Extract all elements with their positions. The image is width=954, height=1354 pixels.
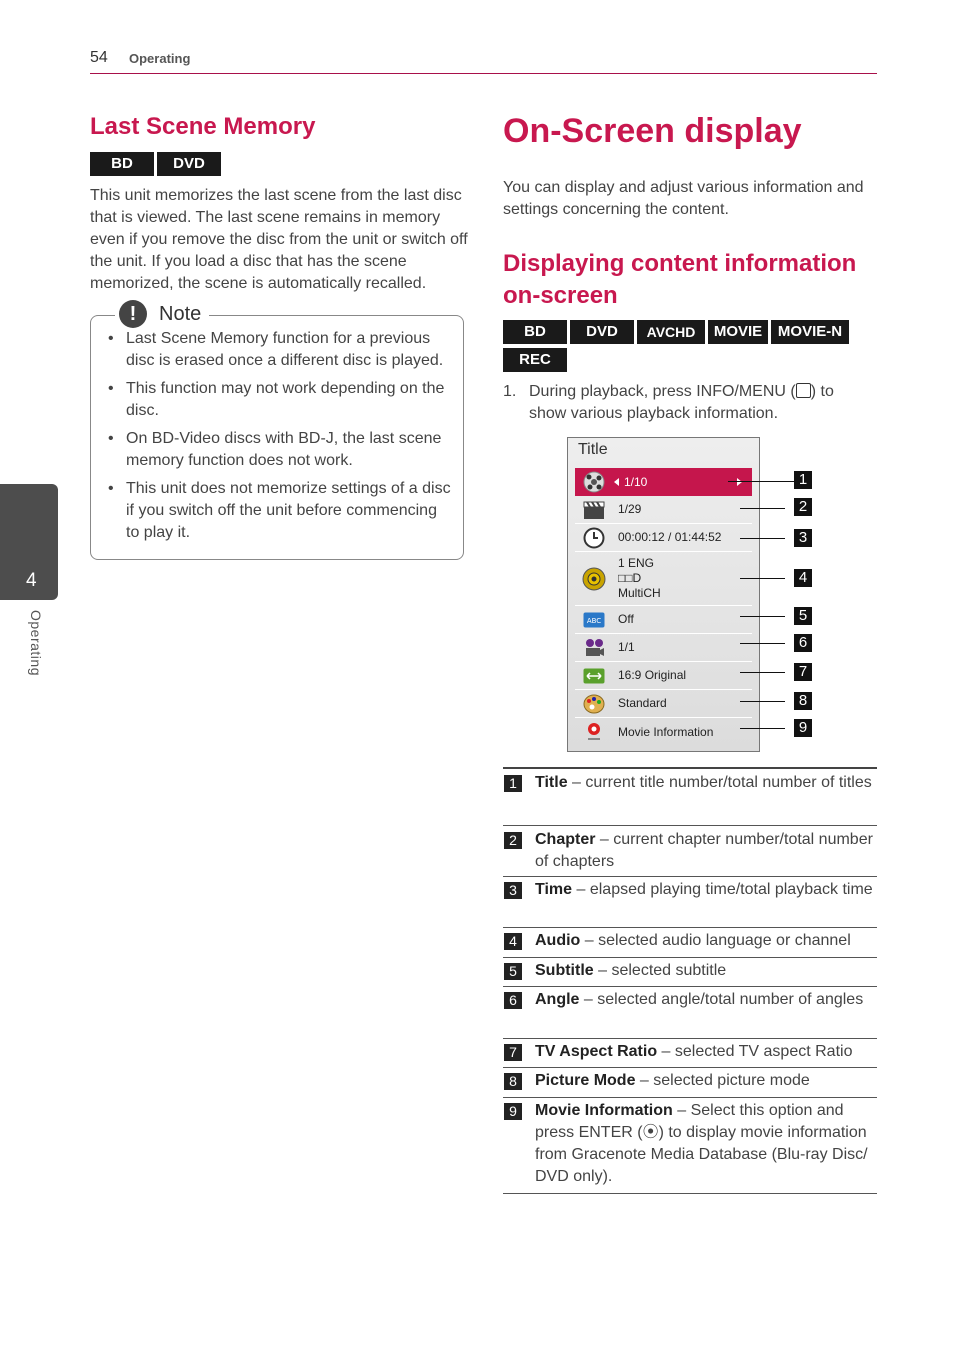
osd-legend <box>503 767 877 1194</box>
badge-dvd: DVD <box>570 320 634 344</box>
callout-line <box>728 481 794 482</box>
osd-value: 1 ENG □□D MultiCH <box>618 556 661 600</box>
chapter-number: 4 <box>26 570 37 591</box>
last-scene-badges <box>90 152 230 176</box>
gracenote-icon <box>581 721 607 743</box>
info-menu-key-icon <box>796 383 811 398</box>
legend-text <box>535 1041 875 1063</box>
osd-screen-title: Title <box>578 441 608 458</box>
badge-movie-n: MOVIE-N <box>771 320 849 344</box>
step-text <box>529 381 874 425</box>
osd-row-subtitle[interactable] <box>575 606 752 634</box>
page-section: Operating <box>129 51 191 66</box>
legend-number: 9 <box>504 1103 522 1120</box>
subtitle-abc-icon <box>581 609 607 631</box>
legend-text <box>535 989 875 1011</box>
osd-badges <box>503 320 863 372</box>
legend-term: Time <box>535 881 573 898</box>
legend-row <box>503 1068 877 1098</box>
callout-number: 3 <box>794 529 812 547</box>
arrow-right-icon[interactable] <box>737 478 742 486</box>
legend-number: 3 <box>504 882 522 899</box>
callout-number: 5 <box>794 607 812 625</box>
legend-desc: – Select this option and press ENTER (⦿) to display movie information from Gracenote Media Database (Blu-ray Disc/ DVD only). <box>535 1102 868 1185</box>
callout-number: 9 <box>794 719 812 737</box>
content-info-heading: Displaying content information on-screen <box>503 250 857 309</box>
legend-term: Chapter <box>535 831 596 848</box>
legend-term: Title <box>535 774 568 791</box>
legend-text <box>535 1070 875 1092</box>
osd-value: 1/1 <box>618 640 635 654</box>
note-item: • This unit does not memorize settings of a disc if you switch off the unit before commencing to play it. <box>108 478 453 544</box>
note-item: • Last Scene Memory function for a previous disc is erased once a different disc is played. <box>108 328 453 372</box>
legend-number: 2 <box>504 832 522 849</box>
osd-row-angle[interactable] <box>575 634 752 662</box>
osd-row-time[interactable] <box>575 524 752 552</box>
exclamation-icon: ! <box>119 300 147 328</box>
legend-row <box>503 928 877 958</box>
osd-value: Standard <box>618 696 667 710</box>
last-scene-body: This unit memorizes the last scene from the last disc that is viewed. The last scene remains in memory even if you remove the disc from the unit or switch off the unit. If you load a disc that has the scene memorized, the scene is automatically recalled. <box>90 187 468 292</box>
legend-desc: – selected audio language or channel <box>580 932 851 949</box>
chapter-tab <box>0 484 58 600</box>
osd-value: 1/10 <box>624 474 648 489</box>
legend-desc: – selected TV aspect Ratio <box>657 1043 853 1060</box>
step-number: 1. <box>503 383 517 400</box>
note-label: Note <box>159 302 202 325</box>
badge-dvd: DVD <box>157 152 221 176</box>
note-list <box>108 328 453 550</box>
legend-text <box>535 1100 875 1188</box>
legend-term: Subtitle <box>535 962 594 979</box>
badge-movie: MOVIE <box>708 320 768 344</box>
legend-row <box>503 987 877 1039</box>
legend-row <box>503 826 877 877</box>
legend-term: Audio <box>535 932 581 949</box>
callout-line <box>740 728 785 729</box>
callout-number: 1 <box>794 471 812 489</box>
legend-number: 5 <box>504 963 522 980</box>
badge-bd: BD <box>503 320 567 344</box>
chapter-tab-label: Operating <box>28 610 44 676</box>
on-screen-display-heading: On-Screen display <box>503 112 802 150</box>
osd-row-chapter[interactable] <box>575 496 752 524</box>
legend-desc: – current title number/total number of titles <box>567 774 872 791</box>
osd-value: 1/29 <box>618 502 642 516</box>
osd-row-picture-mode[interactable] <box>575 690 752 718</box>
osd-row-aspect-ratio[interactable] <box>575 662 752 690</box>
legend-row <box>503 877 877 928</box>
page-header <box>90 48 877 74</box>
note-header <box>115 299 209 329</box>
legend-number: 6 <box>504 992 522 1009</box>
legend-row <box>503 958 877 987</box>
clock-icon <box>581 527 607 549</box>
legend-number: 1 <box>504 775 522 792</box>
legend-term: Picture Mode <box>535 1072 636 1089</box>
callout-line <box>740 578 785 579</box>
legend-term: TV Aspect Ratio <box>535 1043 658 1060</box>
aspect-ratio-icon <box>581 665 607 687</box>
badge-avchd: AVCHD <box>637 320 705 344</box>
legend-text <box>535 960 875 982</box>
legend-text <box>535 930 875 952</box>
callout-number: 6 <box>794 634 812 652</box>
legend-desc: – elapsed playing time/total playback time <box>572 881 873 898</box>
legend-text <box>535 879 875 901</box>
osd-row-movie-information[interactable] <box>575 718 752 746</box>
osd-value: Off <box>618 612 634 626</box>
camera-angle-icon <box>581 637 607 659</box>
speaker-icon <box>581 568 607 590</box>
legend-row <box>503 1098 877 1194</box>
legend-number: 8 <box>504 1073 522 1090</box>
osd-screen <box>567 437 760 752</box>
badge-rec: REC <box>503 348 567 372</box>
osd-value: 16:9 Original <box>618 668 687 682</box>
legend-term: Angle <box>535 991 580 1008</box>
legend-desc: – selected subtitle <box>593 962 727 979</box>
last-scene-memory-heading: Last Scene Memory <box>90 113 316 140</box>
callout-number: 7 <box>794 663 812 681</box>
note-item: • On BD-Video discs with BD-J, the last scene memory function does not work. <box>108 428 453 472</box>
legend-text <box>535 772 875 794</box>
callout-number: 4 <box>794 569 812 587</box>
osd-row-audio[interactable] <box>575 552 752 606</box>
legend-number: 7 <box>504 1044 522 1061</box>
osd-value: Movie Information <box>618 724 714 739</box>
legend-desc: – current chapter number/total number of chapters <box>535 831 873 870</box>
callout-number: 8 <box>794 692 812 710</box>
disc-icon <box>581 471 607 493</box>
arrow-left-icon[interactable] <box>614 478 619 486</box>
callout-line <box>740 616 785 617</box>
legend-row <box>503 1039 877 1068</box>
osd-value: 00:00:12 / 01:44:52 <box>618 530 722 544</box>
osd-row-title[interactable] <box>575 468 752 496</box>
legend-desc: – selected picture mode <box>635 1072 810 1089</box>
legend-term: Movie Information <box>535 1102 673 1119</box>
callout-number: 2 <box>794 498 812 516</box>
badge-bd: BD <box>90 152 154 176</box>
legend-desc: – selected angle/total number of angles <box>579 991 864 1008</box>
legend-row <box>503 769 877 826</box>
callout-line <box>740 643 785 644</box>
svg-text:ABC: ABC <box>586 616 602 625</box>
clapperboard-icon <box>581 499 607 521</box>
step-text-after: ) to show various playback information. <box>529 383 834 422</box>
note-item: • This function may not work depending on the disc. <box>108 378 453 422</box>
callout-line <box>740 672 785 673</box>
callout-line <box>740 701 785 702</box>
callout-line <box>740 538 785 539</box>
callout-line <box>740 508 785 509</box>
palette-icon <box>581 693 607 715</box>
osd-intro: You can display and adjust various information and settings concerning the content. <box>503 179 864 218</box>
legend-number: 4 <box>504 933 522 950</box>
legend-text <box>535 829 875 873</box>
step-text-before: During playback, press INFO/MENU ( <box>529 383 796 400</box>
page-number: 54 <box>90 49 108 66</box>
